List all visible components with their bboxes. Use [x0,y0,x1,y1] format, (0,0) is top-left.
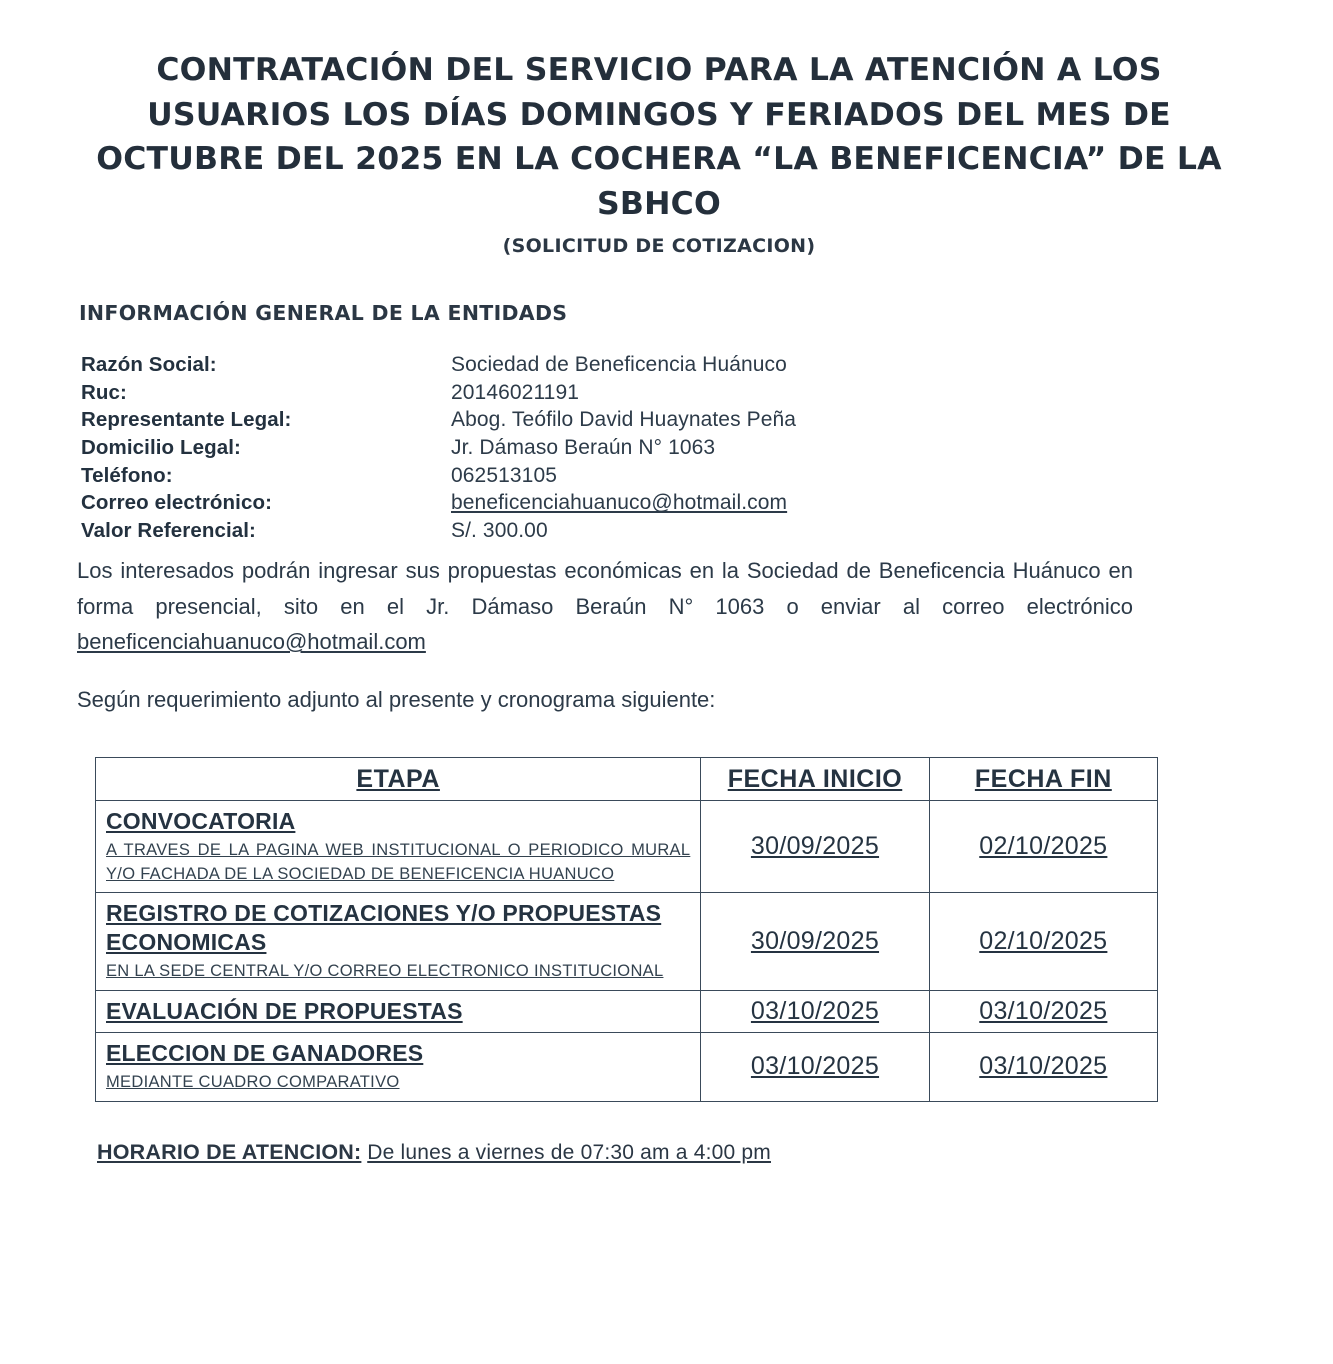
table-row [96,1032,1158,1101]
info-label-correo-electronico: Correo electrónico: [81,491,272,515]
page-title: CONTRATACIÓN DEL SERVICIO PARA LA ATENCIÓN A LOS USUARIOS LOS DÍAS DOMINGOS Y FERIADOS DEL MES DE OCTUBRE DEL 2025 EN LA COCHERA “LA BENEFICENCIA” DE LA SBHCO [96,52,1222,223]
column-header-etapa-label: ETAPA [356,764,440,793]
column-header-etapa [96,757,701,800]
schedule-table-wrapper [95,757,1158,1102]
cell-fecha-fin: 03/10/2025 [929,990,1157,1032]
info-label-ruc: Ruc: [81,380,127,404]
info-row [81,351,1243,379]
table-row [96,800,1158,892]
column-header-fecha-inicio [701,757,929,800]
cell-fecha-fin: 02/10/2025 [929,800,1157,892]
column-header-fecha-fin-label: FECHA FIN [974,764,1112,793]
table-row [96,893,1158,990]
submission-instructions-paragraph [77,553,1133,660]
info-label-telefono: Teléfono: [81,463,173,487]
cell-etapa [96,800,701,892]
etapa-title: EVALUACIÓN DE PROPUESTAS [106,998,463,1025]
info-value-telefono: 062513105 [451,463,558,487]
schedule-table [95,757,1158,1102]
info-value-valor-referencial: S/. 300.00 [451,519,548,543]
info-row [81,406,1243,434]
info-value-razon-social: Sociedad de Beneficencia Huánuco [451,352,787,376]
cell-fecha-inicio: 30/09/2025 [701,800,929,892]
attention-hours-value: De lunes a viernes de 07:30 am a 4:00 pm [367,1140,771,1164]
column-header-fecha-inicio-label: FECHA INICIO [727,764,903,793]
info-row [81,462,1243,490]
info-label-valor-referencial: Valor Referencial: [81,519,256,543]
cell-fecha-fin: 02/10/2025 [929,893,1157,990]
etapa-detail: EN LA SEDE CENTRAL Y/O CORREO ELECTRONICO INSTITUCIONAL [106,962,664,981]
etapa-detail: MEDIANTE CUADRO COMPARATIVO [106,1073,400,1092]
etapa-title: REGISTRO DE COTIZACIONES Y/O PROPUESTAS ECONOMICAS [106,900,662,955]
cell-fecha-inicio: 30/09/2025 [701,893,929,990]
cell-etapa [96,893,701,990]
table-header-row [96,757,1158,800]
info-value-correo-electronico[interactable]: beneficenciahuanuco@hotmail.com [451,491,788,515]
cell-fecha-fin: 03/10/2025 [929,1032,1157,1101]
column-header-fecha-fin [929,757,1157,800]
info-row [81,489,1243,517]
info-label-representante-legal: Representante Legal: [81,408,292,432]
cell-etapa [96,1032,701,1101]
info-row [81,434,1243,462]
info-value-representante-legal: Abog. Teófilo David Huaynates Peña [451,408,797,432]
cell-fecha-inicio: 03/10/2025 [701,1032,929,1101]
schedule-intro-paragraph: Según requerimiento adjunto al presente y cronograma siguiente: [77,686,716,712]
cell-fecha-inicio: 03/10/2025 [701,990,929,1032]
paragraph-email-link[interactable]: beneficenciahuanuco@hotmail.com [77,629,426,655]
attention-hours-line [97,1140,1243,1165]
etapa-title: CONVOCATORIA [106,807,296,834]
paragraph-text-part-1: Los interesados podrán ingresar sus propuestas económicas en la Sociedad de Beneficencia Huánuco en forma presencial, sito en el Jr. Dámaso Beraún N° 1063 o enviar al correo electrónico [77,557,1133,619]
etapa-title: ELECCION DE GANADORES [106,1039,424,1066]
entity-info-block [81,351,1243,545]
info-row [81,517,1243,545]
attention-hours-label: HORARIO DE ATENCION: [97,1139,362,1164]
info-label-razon-social: Razón Social: [81,352,217,376]
info-value-domicilio-legal: Jr. Dámaso Beraún N° 1063 [451,436,716,460]
info-value-ruc: 20146021191 [451,380,580,404]
info-label-domicilio-legal: Domicilio Legal: [81,436,241,460]
etapa-detail: A TRAVES DE LA PAGINA WEB INSTITUCIONAL O PERIODICO MURAL Y/O FACHADA DE LA SOCIEDAD DE BENEFICENCIA HUANUCO [106,841,691,883]
table-row [96,990,1158,1032]
section-heading-general-info: INFORMACIÓN GENERAL DE LA ENTIDADS [79,300,568,325]
document-subtitle: (SOLICITUD DE COTIZACION) [502,234,816,257]
cell-etapa [96,990,701,1032]
info-row [81,379,1243,407]
